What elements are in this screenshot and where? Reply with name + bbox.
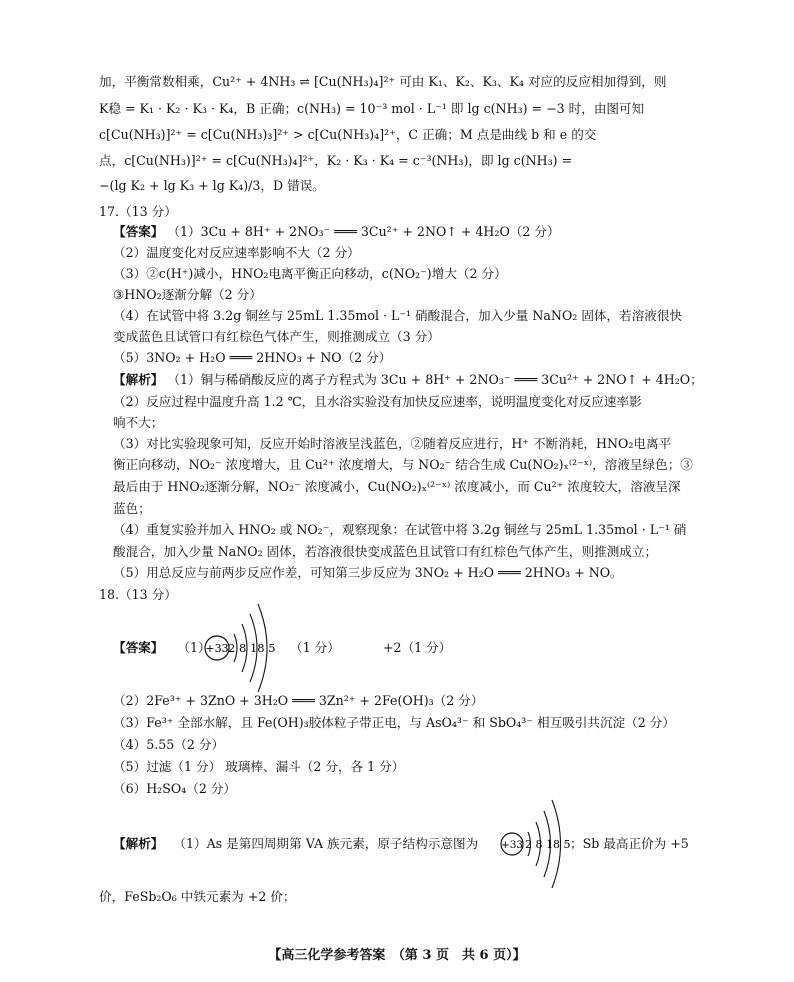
intro-line: c[Cu(NH₃)]²⁺ = c[Cu(NH₃)₃]²⁺ > c[Cu(NH₃)₄]²⁺，C 正确；M 点是曲线 b 和 e 的交 xyxy=(99,127,597,142)
q17-answer-line: （3）②c(H⁺)减小，HNO₂电离平衡正向移动，c(NO₂⁻)增大（2 分） xyxy=(113,266,507,281)
q17-analysis-line: 最后由于 HNO₂逐渐分解，NO₂⁻ 浓度减小，Cu(NO₂)ₓ⁽²⁻ˣ⁾ 浓度减小，而 Cu²⁺ 浓度较大，溶液呈深 xyxy=(113,479,681,494)
analysis-tag: 【解析】 xyxy=(113,372,164,387)
q17-answer-line: （2）温度变化对反应速率影响不大（2 分） xyxy=(113,245,360,260)
q17-analysis-line: （4）重复实验并加入 HNO₂ 或 NO₂⁻，观察现象：在试管中将 3.2g 铜丝与 25mL 1.35mol · L⁻¹ 硝 xyxy=(113,522,687,537)
q18-answer-line: （4）5.55（2 分） xyxy=(113,737,225,752)
nucleus-charge: +33 xyxy=(205,642,229,655)
q17-analysis-line: （5）用总反应与前两步反应作差，可知第三步反应为 3NO₂ + H₂O ═══ 2HNO₃ + NO。 xyxy=(113,565,623,580)
q18-a1-score: （1 分） xyxy=(290,640,340,655)
q17-analysis-line-1 xyxy=(113,370,703,390)
q17-answer-line: （4）在试管中将 3.2g 铜丝与 25mL 1.35mol · L⁻¹ 硝酸混合，加入少量 NaNO₂ 固体，若溶液很快 xyxy=(113,308,683,323)
svg-text:2 8 18 5: 2 8 18 5 xyxy=(525,838,571,851)
q17-analysis-line: 衡正向移动，NO₂⁻ 浓度增大，且 Cu²⁺ 浓度增大，与 NO₂⁻ 结合生成 Cu(NO₂)ₓ⁽²⁻ˣ⁾，溶液呈绿色；③ xyxy=(113,457,693,472)
q17-analysis-line: 酸混合，加入少量 NaNO₂ 固体，若溶液很快变成蓝色且试管口有红棕色气体产生，则推测成立； xyxy=(113,544,658,559)
q17-answer-line: ③HNO₂逐渐分解（2 分） xyxy=(113,287,262,302)
atomic-structure-diagram-inline xyxy=(498,796,578,888)
q18-answer-line: （5）过滤（1 分） 玻璃棒、漏斗（2 分，各 1 分） xyxy=(113,759,405,774)
q17-answer-line: （5）3NO₂ + H₂O ═══ 2HNO₃ + NO（2 分） xyxy=(113,350,392,365)
intro-line: 点，c[Cu(NH₃)]²⁺ = c[Cu(NH₃)₄]²⁺，K₂ · K₃ · K₄ = c⁻³(NH₃)，即 lg c(NH₃) = xyxy=(99,153,573,168)
q18-title: 18.（13 分） xyxy=(99,587,177,602)
intro-line: −(lg K₂ + lg K₃ + lg K₄)/3，D 错误。 xyxy=(99,178,325,193)
intro-line: 加，平衡常数相乘，Cu²⁺ + 4NH₃ ⇌ [Cu(NH₃)₄]²⁺ 可由 K₁、K₂、K₃、K₄ 对应的反应相加得到，则 xyxy=(99,74,667,89)
q18-answer-line: （3）Fe³⁺ 全部水解，且 Fe(OH)₃胶体粒子带正电，与 AsO₄³⁻ 和 SbO₄³⁻ 相互吸引共沉淀（2 分） xyxy=(113,715,675,730)
answer-text: （1）3Cu + 8H⁺ + 2NO₃⁻ ═══ 3Cu²⁺ + 2NO↑ + 4H₂O（2 分） xyxy=(167,224,560,239)
analysis-text: （1）铜与稀硝酸反应的离子方程式为 3Cu + 8H⁺ + 2NO₃⁻ ═══ 3Cu²⁺ + 2NO↑ + 4H₂O； xyxy=(167,372,703,387)
q18-answer-line: （2）2Fe³⁺ + 3ZnO + 3H₂O ═══ 3Zn²⁺ + 2Fe(OH)₃（2 分） xyxy=(113,693,484,708)
q18-answer-line: （6）H₂SO₄（2 分） xyxy=(113,781,237,796)
intro-line: K稳 = K₁ · K₂ · K₃ · K₄，B 正确；c(NH₃) = 10⁻³ mol · L⁻¹ 即 lg c(NH₃) = −3 时，由图可知 xyxy=(99,101,645,116)
q17-analysis-line: （3）对比实验现象可知，反应开始时溶液呈浅蓝色，②随着反应进行，H⁺ 不断消耗，HNO₂电离平 xyxy=(113,436,672,451)
svg-text:+33: +33 xyxy=(500,839,524,851)
q17-analysis-line: （2）反应过程中温度升高 1.2 ℃，且水浴实验没有加快反应速率，说明温度变化对反应速率影 xyxy=(113,394,642,409)
q18-analysis-line-1: 【解析】 （1）As 是第四周期第 VA 族元素，原子结构示意图为 xyxy=(113,836,479,851)
q18-answer-tag: 【答案】 （1） xyxy=(113,640,211,655)
answer-tag: 【答案】 xyxy=(113,224,164,239)
q18-a1-second: +2（1 分） xyxy=(383,640,452,655)
q18-analysis-suffix: ；Sb 最高正价为 +5 xyxy=(570,836,689,851)
q17-answer-line-1 xyxy=(113,222,560,242)
atomic-structure-diagram xyxy=(200,600,295,692)
q17-analysis-line: 响不大； xyxy=(113,415,164,430)
electron-shells: 2 8 18 5 xyxy=(228,641,276,655)
q18-analysis-line: 价，FeSb₂O₆ 中铁元素为 +2 价； xyxy=(99,889,296,904)
q17-answer-line: 变成蓝色且试管口有红棕色气体产生，则推测成立（3 分） xyxy=(113,329,440,344)
q17-analysis-line: 蓝色； xyxy=(113,501,151,516)
q17-title: 17.（13 分） xyxy=(99,204,177,219)
page-footer: 【高三化学参考答案 （第 3 页 共 6 页）】 xyxy=(268,948,526,963)
